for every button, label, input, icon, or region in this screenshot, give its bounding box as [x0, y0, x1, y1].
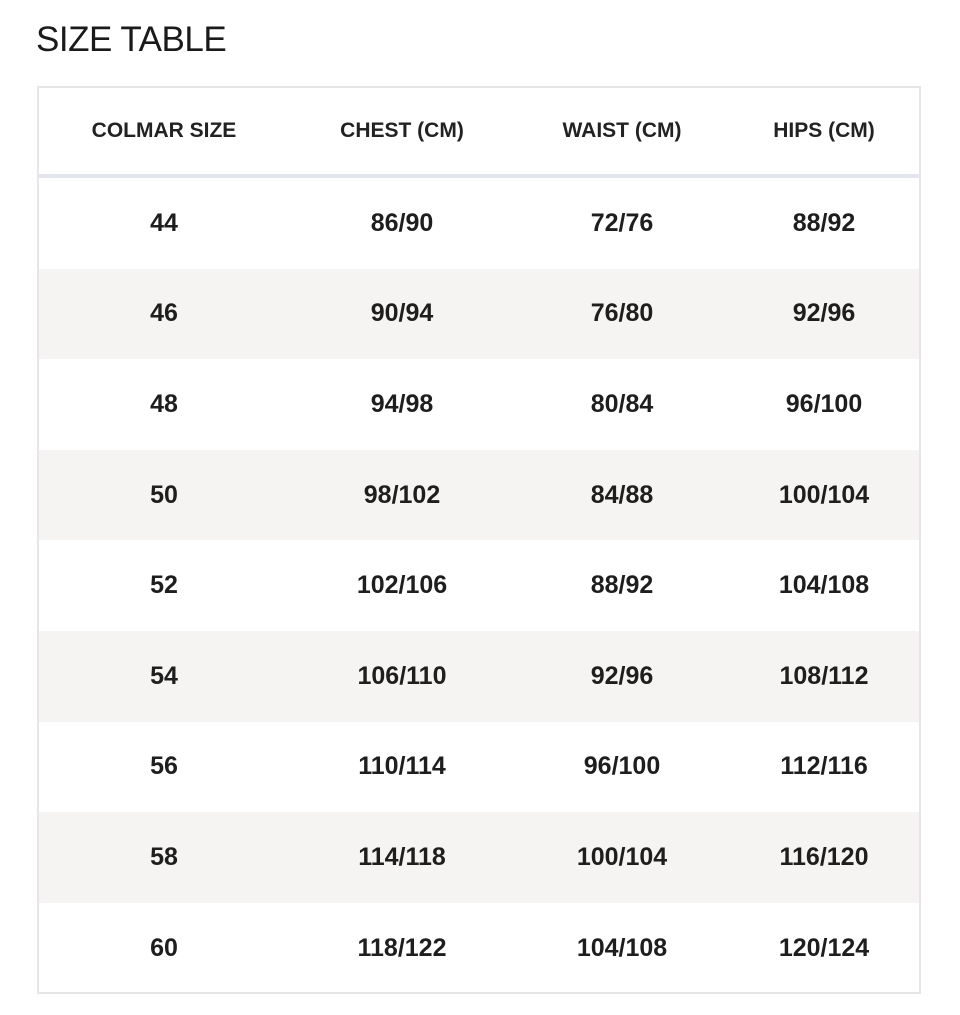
table-row [39, 903, 919, 994]
cell-hips: 112/116 [729, 722, 919, 813]
cell-chest: 86/90 [289, 176, 515, 269]
cell-size: 56 [39, 722, 289, 813]
cell-size: 44 [39, 176, 289, 269]
header-row [39, 88, 919, 176]
cell-chest: 90/94 [289, 269, 515, 360]
cell-size: 54 [39, 631, 289, 722]
cell-hips: 108/112 [729, 631, 919, 722]
cell-waist: 96/100 [515, 722, 729, 813]
cell-chest: 102/106 [289, 540, 515, 631]
cell-size: 52 [39, 540, 289, 631]
cell-size: 48 [39, 359, 289, 450]
cell-size: 50 [39, 450, 289, 541]
cell-size: 46 [39, 269, 289, 360]
cell-waist: 92/96 [515, 631, 729, 722]
header-hips: HIPS (CM) [729, 88, 919, 176]
header-chest: CHEST (CM) [289, 88, 515, 176]
header-colmar-size: COLMAR SIZE [39, 88, 289, 176]
cell-waist: 100/104 [515, 812, 729, 903]
cell-chest: 106/110 [289, 631, 515, 722]
table-row [39, 450, 919, 541]
table-row [39, 812, 919, 903]
table-row [39, 540, 919, 631]
cell-hips: 104/108 [729, 540, 919, 631]
cell-waist: 76/80 [515, 269, 729, 360]
cell-waist: 84/88 [515, 450, 729, 541]
cell-hips: 88/92 [729, 176, 919, 269]
cell-size: 60 [39, 903, 289, 994]
cell-chest: 98/102 [289, 450, 515, 541]
table-header [39, 88, 919, 176]
cell-waist: 88/92 [515, 540, 729, 631]
table-row [39, 176, 919, 269]
cell-hips: 92/96 [729, 269, 919, 360]
cell-hips: 100/104 [729, 450, 919, 541]
size-table-container [37, 86, 921, 994]
page-title: SIZE TABLE [36, 20, 227, 59]
table-row [39, 631, 919, 722]
cell-hips: 120/124 [729, 903, 919, 994]
table-body [39, 176, 919, 993]
table-row [39, 269, 919, 360]
cell-hips: 116/120 [729, 812, 919, 903]
cell-chest: 118/122 [289, 903, 515, 994]
table-row [39, 722, 919, 813]
cell-chest: 94/98 [289, 359, 515, 450]
header-waist: WAIST (CM) [515, 88, 729, 176]
cell-hips: 96/100 [729, 359, 919, 450]
cell-chest: 114/118 [289, 812, 515, 903]
size-table [39, 88, 919, 993]
cell-waist: 104/108 [515, 903, 729, 994]
cell-waist: 72/76 [515, 176, 729, 269]
cell-waist: 80/84 [515, 359, 729, 450]
table-row [39, 359, 919, 450]
cell-size: 58 [39, 812, 289, 903]
cell-chest: 110/114 [289, 722, 515, 813]
